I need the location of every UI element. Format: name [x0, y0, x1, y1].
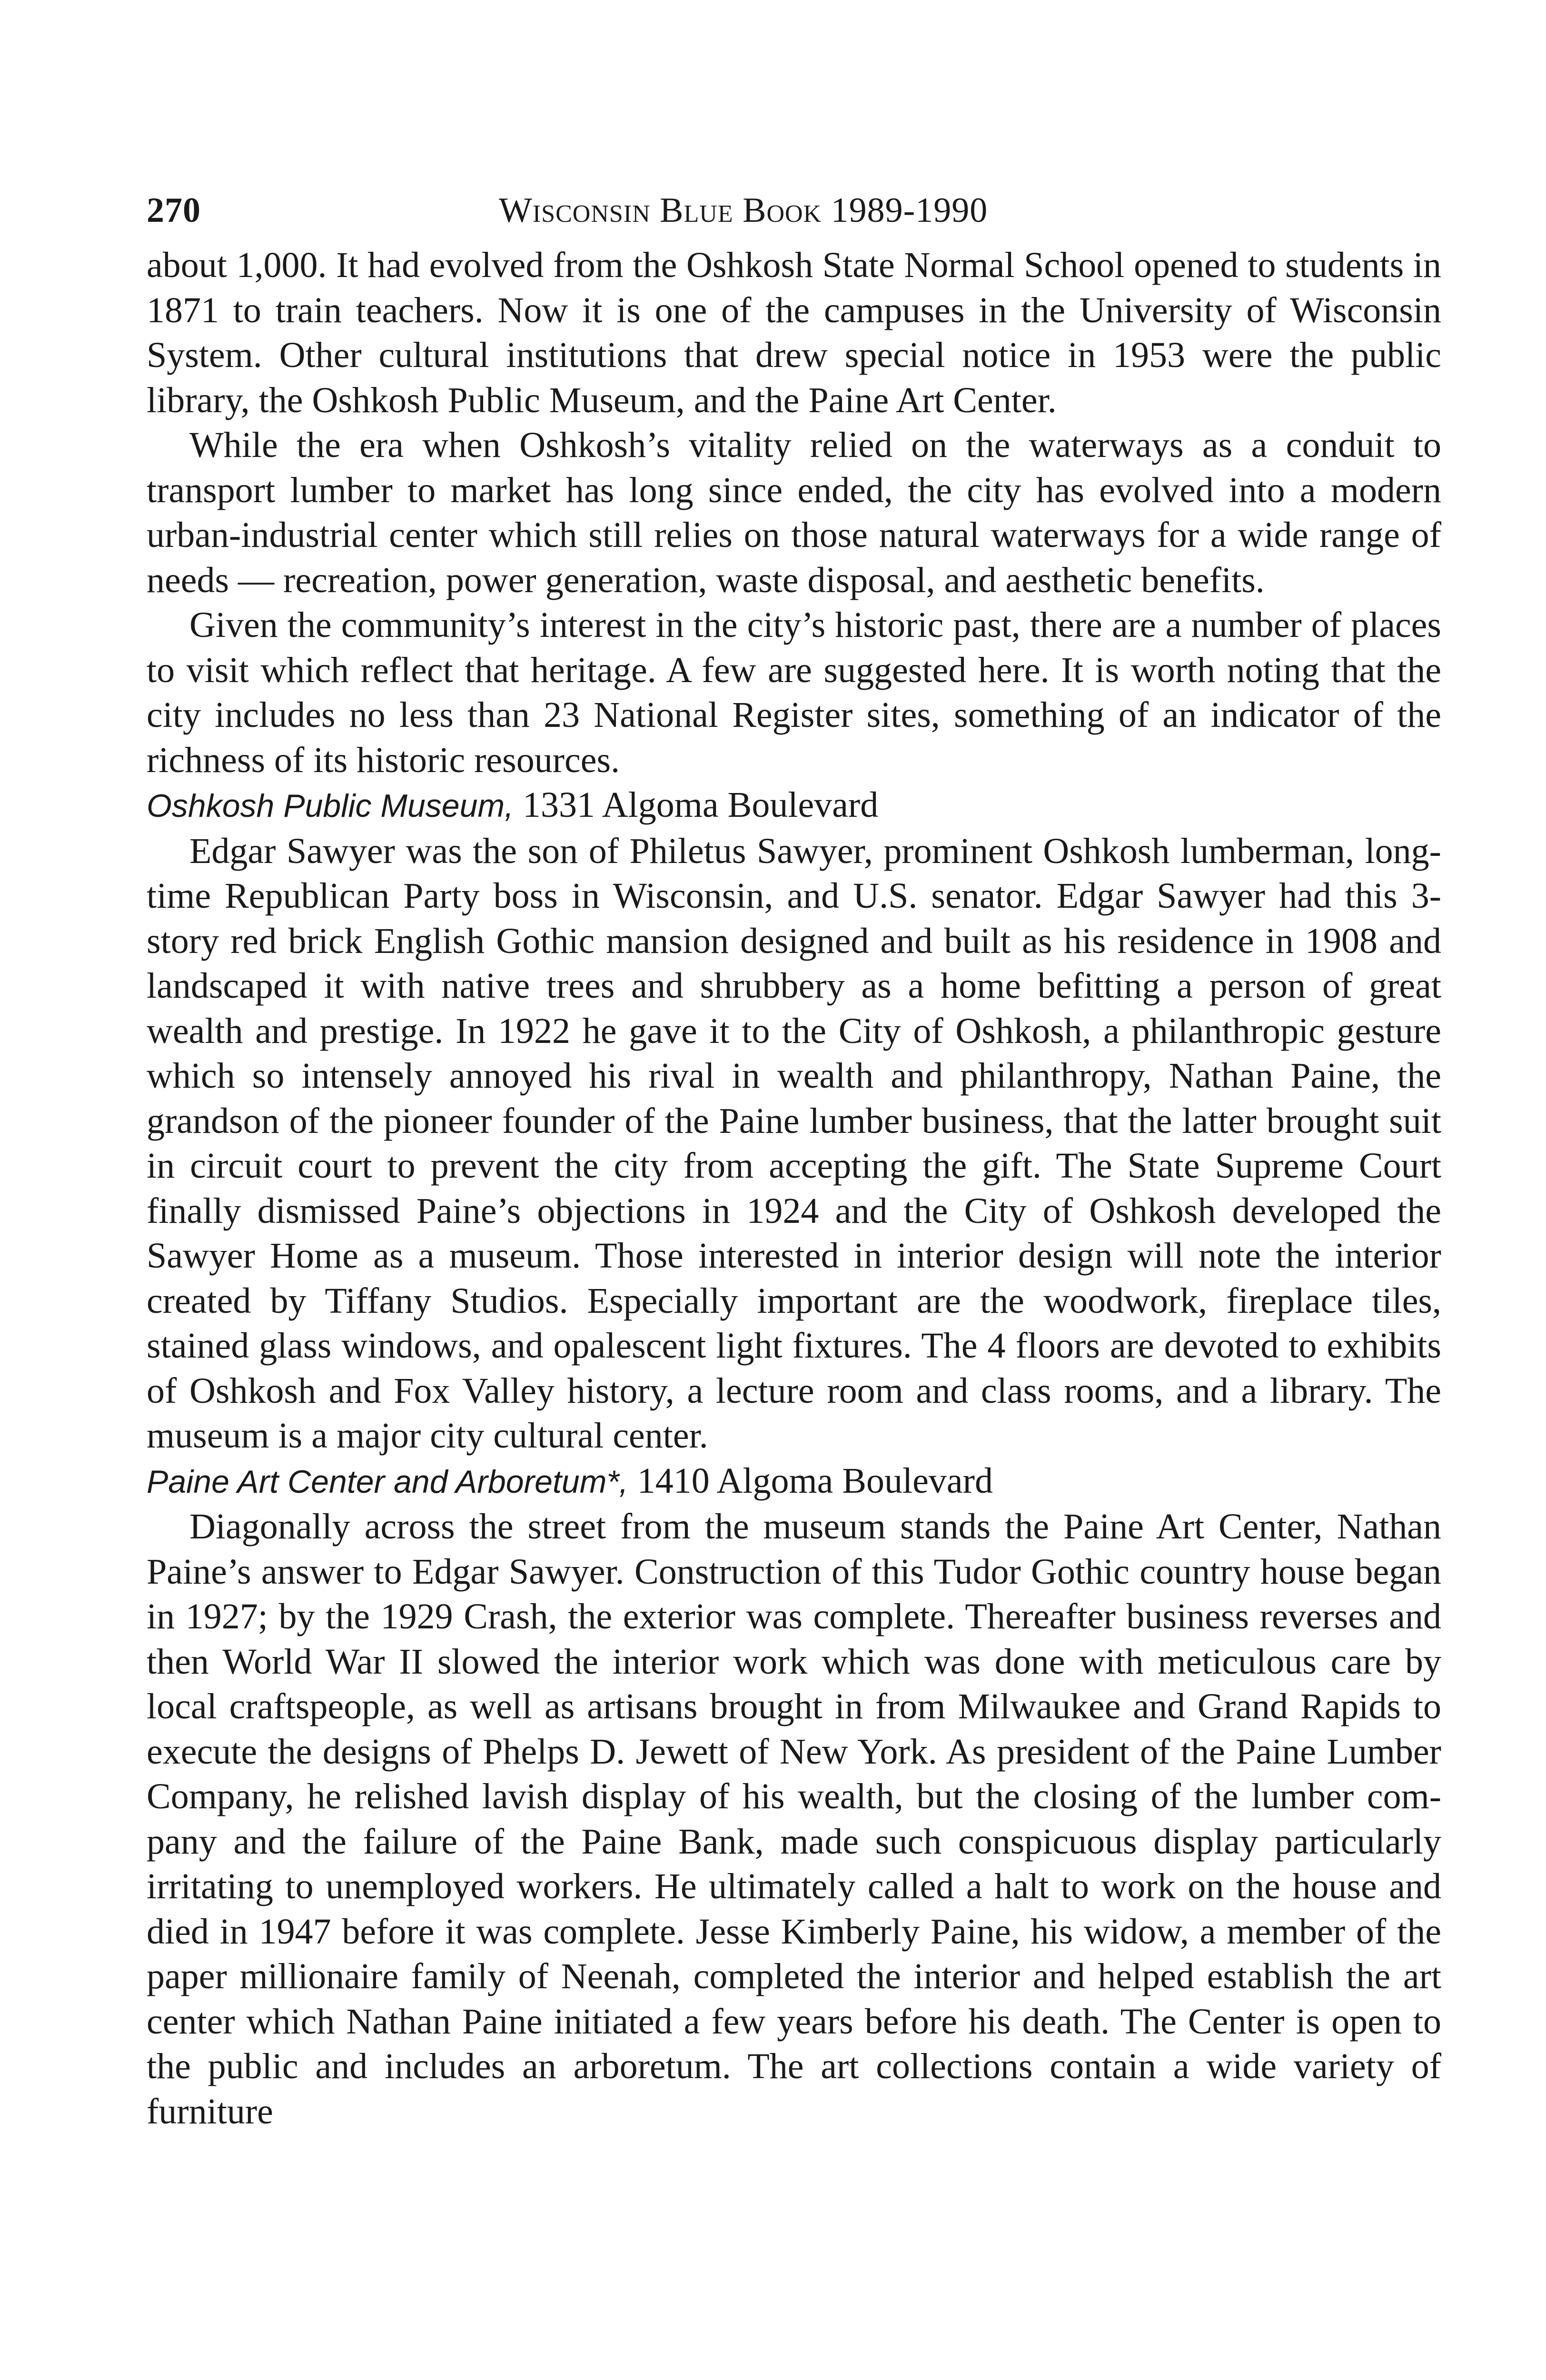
running-header — [147, 190, 1441, 243]
book-title — [499, 190, 988, 231]
section-address-art-center: 1410 Algoma Boulevard — [637, 1460, 993, 1501]
paragraph-waterways: While the era when Oshkosh’s vitality relied on the waterways as a conduit to transport lumber to market has long since ended, the city has evolved into a modern urban-industrial center which still relies on those natural waterways for a wide range of needs — recreation, power generation, waste disposal, and aesthetic benefits. — [147, 425, 1441, 600]
paragraph-intro-continued: about 1,000. It had evolved from the Oshkosh State Normal School opened to students in 1871 to train teachers. Now it is one of the campuses in the University of Wisconsin System. Other cultural institutions that drew special notice in 1953 were the public library, the Oshkosh Public Museum, and the Paine Art Center. — [147, 245, 1441, 420]
document-page — [147, 190, 1441, 2134]
section-title-museum: Oshkosh Public Museum, — [147, 788, 514, 824]
section-address-museum: 1331 Algoma Boulevard — [522, 785, 879, 825]
section-heading-art-center — [147, 1458, 1441, 1505]
section-title-art-center: Paine Art Center and Arboretum*, — [147, 1463, 628, 1500]
page-number: 270 — [147, 191, 201, 230]
paragraph-art-center: Diagonally across the street from the museum stands the Paine Art Center, Nathan Paine’s answer to Edgar Sawyer. Construction of this Tudor Gothic country house began in 1927; by the 1929 Crash, the exterior was complete. Thereafter business reverses and then World War II slowed the interior work which was done with meticulous care by local craftspeople, as well as artisans brought in from Milwaukee and Grand Rapids to execute the designs of Phelps D. Jewett of New York. As president of the Paine Lumber Company, he relished lavish display of his wealth, but the closing of the lumber company and the failure of the Paine Bank, made such conspicuous display particularly irritating to unemployed workers. He ultimately called a halt to work on the house and died in 1947 before it was complete. Jesse Kimberly Paine, his widow, a member of the paper millionaire family of Neenah, completed the interior and helped establish the art center which Nathan Paine initiated a few years before his death. The Center is open to the public and includes an arboretum. The art collections contain a wide variety of furniture — [147, 1507, 1441, 2132]
section-heading-museum — [147, 783, 1441, 829]
paragraph-historic-sites: Given the community’s interest in the city’s historic past, there are a number of places to visit which reflect that heritage. A few are suggested here. It is worth noting that the city includes no less than 23 National Register sites, something of an indicator of the richness of its historic resources. — [147, 605, 1441, 780]
book-title-name: Wisconsin Blue Book — [499, 191, 822, 230]
paragraph-museum: Edgar Sawyer was the son of Philetus Sawyer, prominent Oshkosh lumberman, long-time Republican Party boss in Wisconsin, and U.S. senator. Edgar Sawyer had this 3-story red brick English Gothic mansion designed and built as his residence in 1908 and landscaped it with native trees and shrubbery as a home befitting a person of great wealth and prestige. In 1922 he gave it to the City of Oshkosh, a philanthropic gesture which so intensely annoyed his rival in wealth and philanthropy, Nathan Paine, the grandson of the pioneer founder of the Paine lumber business, that the latter brought suit in circuit court to prevent the city from accepting the gift. The State Supreme Court finally dismissed Paine’s objections in 1924 and the City of Oshkosh developed the Sawyer Home as a museum. Those interested in interior design will note the interior created by Tiffany Studios. Especially important are the woodwork, fireplace tiles, stained glass windows, and opalescent light fixtures. The 4 floors are devoted to exhibits of Oshkosh and Fox Valley history, a lecture room and class rooms, and a library. The museum is a major city cultural center. — [147, 831, 1441, 1456]
book-title-year: 1989-1990 — [831, 191, 988, 230]
